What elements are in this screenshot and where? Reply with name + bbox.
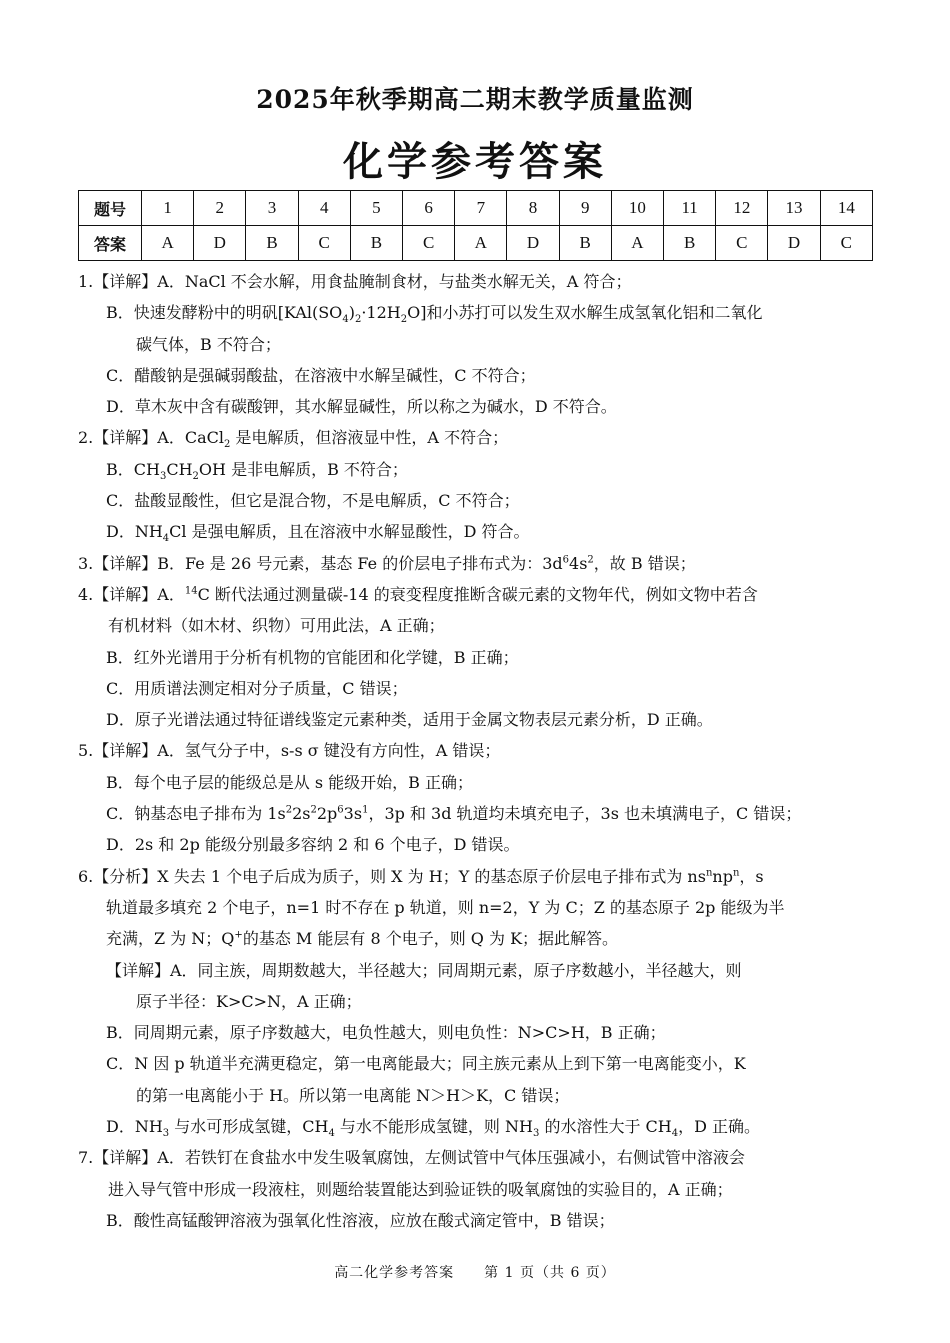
solution-line: D．2s 和 2p 能级分别最多容纳 2 和 6 个电子，D 错误。 (106, 835, 520, 855)
text-run: OH 是非电解质，B 不符合； (198, 459, 408, 479)
answer-cell: B (559, 226, 611, 261)
question-number-row (79, 191, 873, 226)
question-number: 2 (194, 191, 246, 226)
text-run: 3.【详解】B．Fe 是 26 号元素，基态 Fe 的价层电子排布式为：3d (78, 553, 563, 573)
text-run: ，3p 和 3d 轨道均未填充电子，3s 也未填满电子，C 错误； (368, 804, 802, 824)
answer-table (78, 190, 873, 261)
question-number: 6 (403, 191, 455, 226)
question-number: 7 (455, 191, 507, 226)
solution-line: B．同周期元素，原子序数越大，电负性越大，则电负性：N>C>H，B 正确； (106, 1023, 666, 1043)
page-footer: 高二化学参考答案 第 1 页（共 6 页） (334, 1265, 616, 1281)
answer-cell: A (455, 226, 507, 261)
superscript: n (705, 867, 713, 879)
question-number: 1 (142, 191, 194, 226)
answer-cell: C (403, 226, 455, 261)
superscript: 2 (310, 804, 317, 816)
solution-body (78, 266, 878, 1236)
subscript: 2 (192, 470, 199, 482)
text-run: B．CH (106, 459, 160, 479)
question-number: 8 (507, 191, 559, 226)
subscript: 4 (671, 1128, 679, 1140)
text-run: 2s (292, 804, 311, 824)
solution-line (78, 579, 878, 610)
answer-cell: C (298, 226, 350, 261)
question-number: 5 (350, 191, 402, 226)
solution-line (78, 798, 878, 829)
text-run: 与水可形成氢键，CH (169, 1117, 329, 1137)
text-run: np (712, 866, 733, 886)
solution-line: B．红外光谱用于分析有机物的官能团和化学键，B 正确； (106, 647, 519, 667)
subscript: 3 (162, 1128, 170, 1140)
solution-line: 原子半径：K>C>N，A 正确； (136, 991, 362, 1011)
solution-line: 5.【详解】A．氢气分子中，s-s σ 键没有方向性，A 错误； (78, 741, 501, 761)
solution-line: 有机材料（如木材、织物）可用此法，A 正确； (108, 616, 445, 636)
solution-line: D．草木灰中含有碳酸钾，其水解显碱性，所以称之为碱水，D 不符合。 (106, 397, 617, 417)
answer-cell: A (611, 226, 663, 261)
text-run: C．钠基态电子排布为 1s (106, 804, 286, 824)
solution-line: 7.【详解】A．若铁钉在食盐水中发生吸氧腐蚀，左侧试管中气体压强减小，右侧试管中溶液会 (78, 1148, 745, 1168)
subscript: 2 (223, 439, 231, 451)
answer-cell: B (246, 226, 298, 261)
text-run: 充满，Z 为 N；Q (106, 929, 235, 949)
superscript: 14 (184, 585, 198, 597)
answer-cell: D (194, 226, 246, 261)
solution-line: 轨道最多填充 2 个电子，n=1 时不存在 p 轨道，则 n=2，Y 为 C；Z 的基态原子 2p 能级为半 (106, 897, 785, 917)
solution-line: 【详解】A．同主族，周期数越大，半径越大；同周期元素，原子序数越小，半径越大，则 (106, 960, 742, 980)
question-number: 12 (716, 191, 768, 226)
solution-line (78, 516, 878, 547)
text-run: O]和小苏打可以发生双水解生成氢氧化铝和二氧化 (407, 303, 763, 323)
superscript: + (234, 929, 243, 941)
text-run: 的基态 M 能层有 8 个电子，则 Q 为 K；据此解答。 (242, 929, 619, 949)
question-number: 4 (298, 191, 350, 226)
page-title: 化学参考答案 (343, 138, 607, 185)
answer-cell: A (142, 226, 194, 261)
superscript: 6 (562, 554, 570, 566)
subscript: 4 (162, 533, 170, 545)
superscript: 2 (587, 554, 594, 566)
subscript: 2 (354, 314, 362, 326)
solution-line (78, 861, 878, 892)
text-run: 2p (316, 804, 338, 824)
solution-line: C．盐酸显酸性，但它是混合物，不是电解质，C 不符合； (106, 491, 520, 511)
superscript: 6 (337, 804, 344, 816)
text-run: 是电解质，但溶液显中性，A 不符合； (230, 428, 509, 448)
text-run: Cl 是强电解质，且在溶液中水解显酸性，D 符合。 (169, 522, 530, 542)
answer-cell: D (507, 226, 559, 261)
exam-subtitle: 2025年秋季期高二期末教学质量监测 (256, 85, 694, 114)
text-run: B．快速发酵粉中的明矾[KAl(SO (106, 303, 343, 323)
text-run: D．NH (106, 522, 163, 542)
text-run: ) (348, 303, 355, 323)
subscript: 4 (328, 1128, 335, 1140)
text-run: 4s (569, 553, 588, 573)
solution-line (78, 454, 878, 485)
question-number: 9 (559, 191, 611, 226)
solution-line: C．N 因 p 轨道半充满更稳定，第一电离能最大；同主族元素从上到下第一电离能变小，K (106, 1054, 746, 1074)
text-run: 2.【详解】A．CaCl (78, 428, 224, 448)
question-number: 10 (611, 191, 663, 226)
question-number: 3 (246, 191, 298, 226)
answer-cell: B (664, 226, 716, 261)
text-run: ，故 B 错误； (593, 553, 696, 573)
solution-line: C．用质谱法测定相对分子质量，C 错误； (106, 678, 408, 698)
row-label-number: 题号 (79, 191, 142, 226)
question-number: 13 (768, 191, 820, 226)
text-run: 4.【详解】A． (78, 584, 185, 604)
text-run: 3s (343, 804, 363, 824)
text-run: ·12H (361, 303, 401, 323)
subscript: 4 (342, 314, 349, 326)
subscript: 2 (400, 314, 408, 326)
text-run: 6.【分析】X 失去 1 个电子后成为质子，则 X 为 H；Y 的基态原子价层电子排布式为 ns (78, 866, 706, 886)
text-run: D．NH (106, 1117, 163, 1137)
superscript: 1 (362, 804, 369, 816)
text-run: CH (166, 459, 193, 479)
text-run: 与水不能形成氢键，则 NH (334, 1117, 533, 1137)
question-number: 11 (664, 191, 716, 226)
superscript: 2 (285, 804, 293, 816)
text-run: ，s (739, 866, 764, 886)
row-label-answer: 答案 (79, 226, 142, 261)
solution-line: 1.【详解】A．NaCl 不会水解，用食盐腌制食材，与盐类水解无关，A 符合； (78, 272, 632, 291)
subscript: 3 (159, 470, 167, 482)
text-run: C 断代法通过测量碳-14 的衰变程度推断含碳元素的文物年代，例如文物中若含 (197, 584, 758, 604)
answer-cell: C (716, 226, 768, 261)
solution-line: B．酸性高锰酸钾溶液为强氧化性溶液，应放在酸式滴定管中，B 错误； (106, 1210, 615, 1230)
solution-line (78, 923, 878, 954)
superscript: n (732, 867, 740, 879)
subscript: 3 (532, 1128, 540, 1140)
solution-line: 进入导气管中形成一段液柱，则题给装置能达到验证铁的吸氧腐蚀的实验目的，A 正确； (108, 1179, 733, 1199)
solution-line: D．原子光谱法通过特征谱线鉴定元素种类，适用于金属文物表层元素分析，D 正确。 (106, 710, 713, 730)
answer-row (79, 226, 873, 261)
solution-line: B．每个电子层的能级总是从 s 能级开始，B 正确； (106, 772, 473, 792)
text-run: ，D 正确。 (678, 1117, 761, 1137)
answer-cell: B (350, 226, 402, 261)
question-number: 14 (820, 191, 872, 226)
solution-line (78, 422, 878, 453)
solution-line (78, 297, 878, 328)
solution-line: 碳气体，B 不符合； (136, 334, 281, 354)
solution-line: 的第一电离能小于 H。所以第一电离能 N＞H＞K，C 错误； (136, 1085, 570, 1105)
answer-cell: C (820, 226, 872, 261)
answer-cell: D (768, 226, 820, 261)
solution-line (78, 1111, 878, 1142)
text-run: 的水溶性大于 CH (539, 1117, 672, 1137)
solution-line: C．醋酸钠是强碱弱酸盐，在溶液中水解呈碱性，C 不符合； (106, 365, 536, 385)
solution-line (78, 548, 878, 579)
